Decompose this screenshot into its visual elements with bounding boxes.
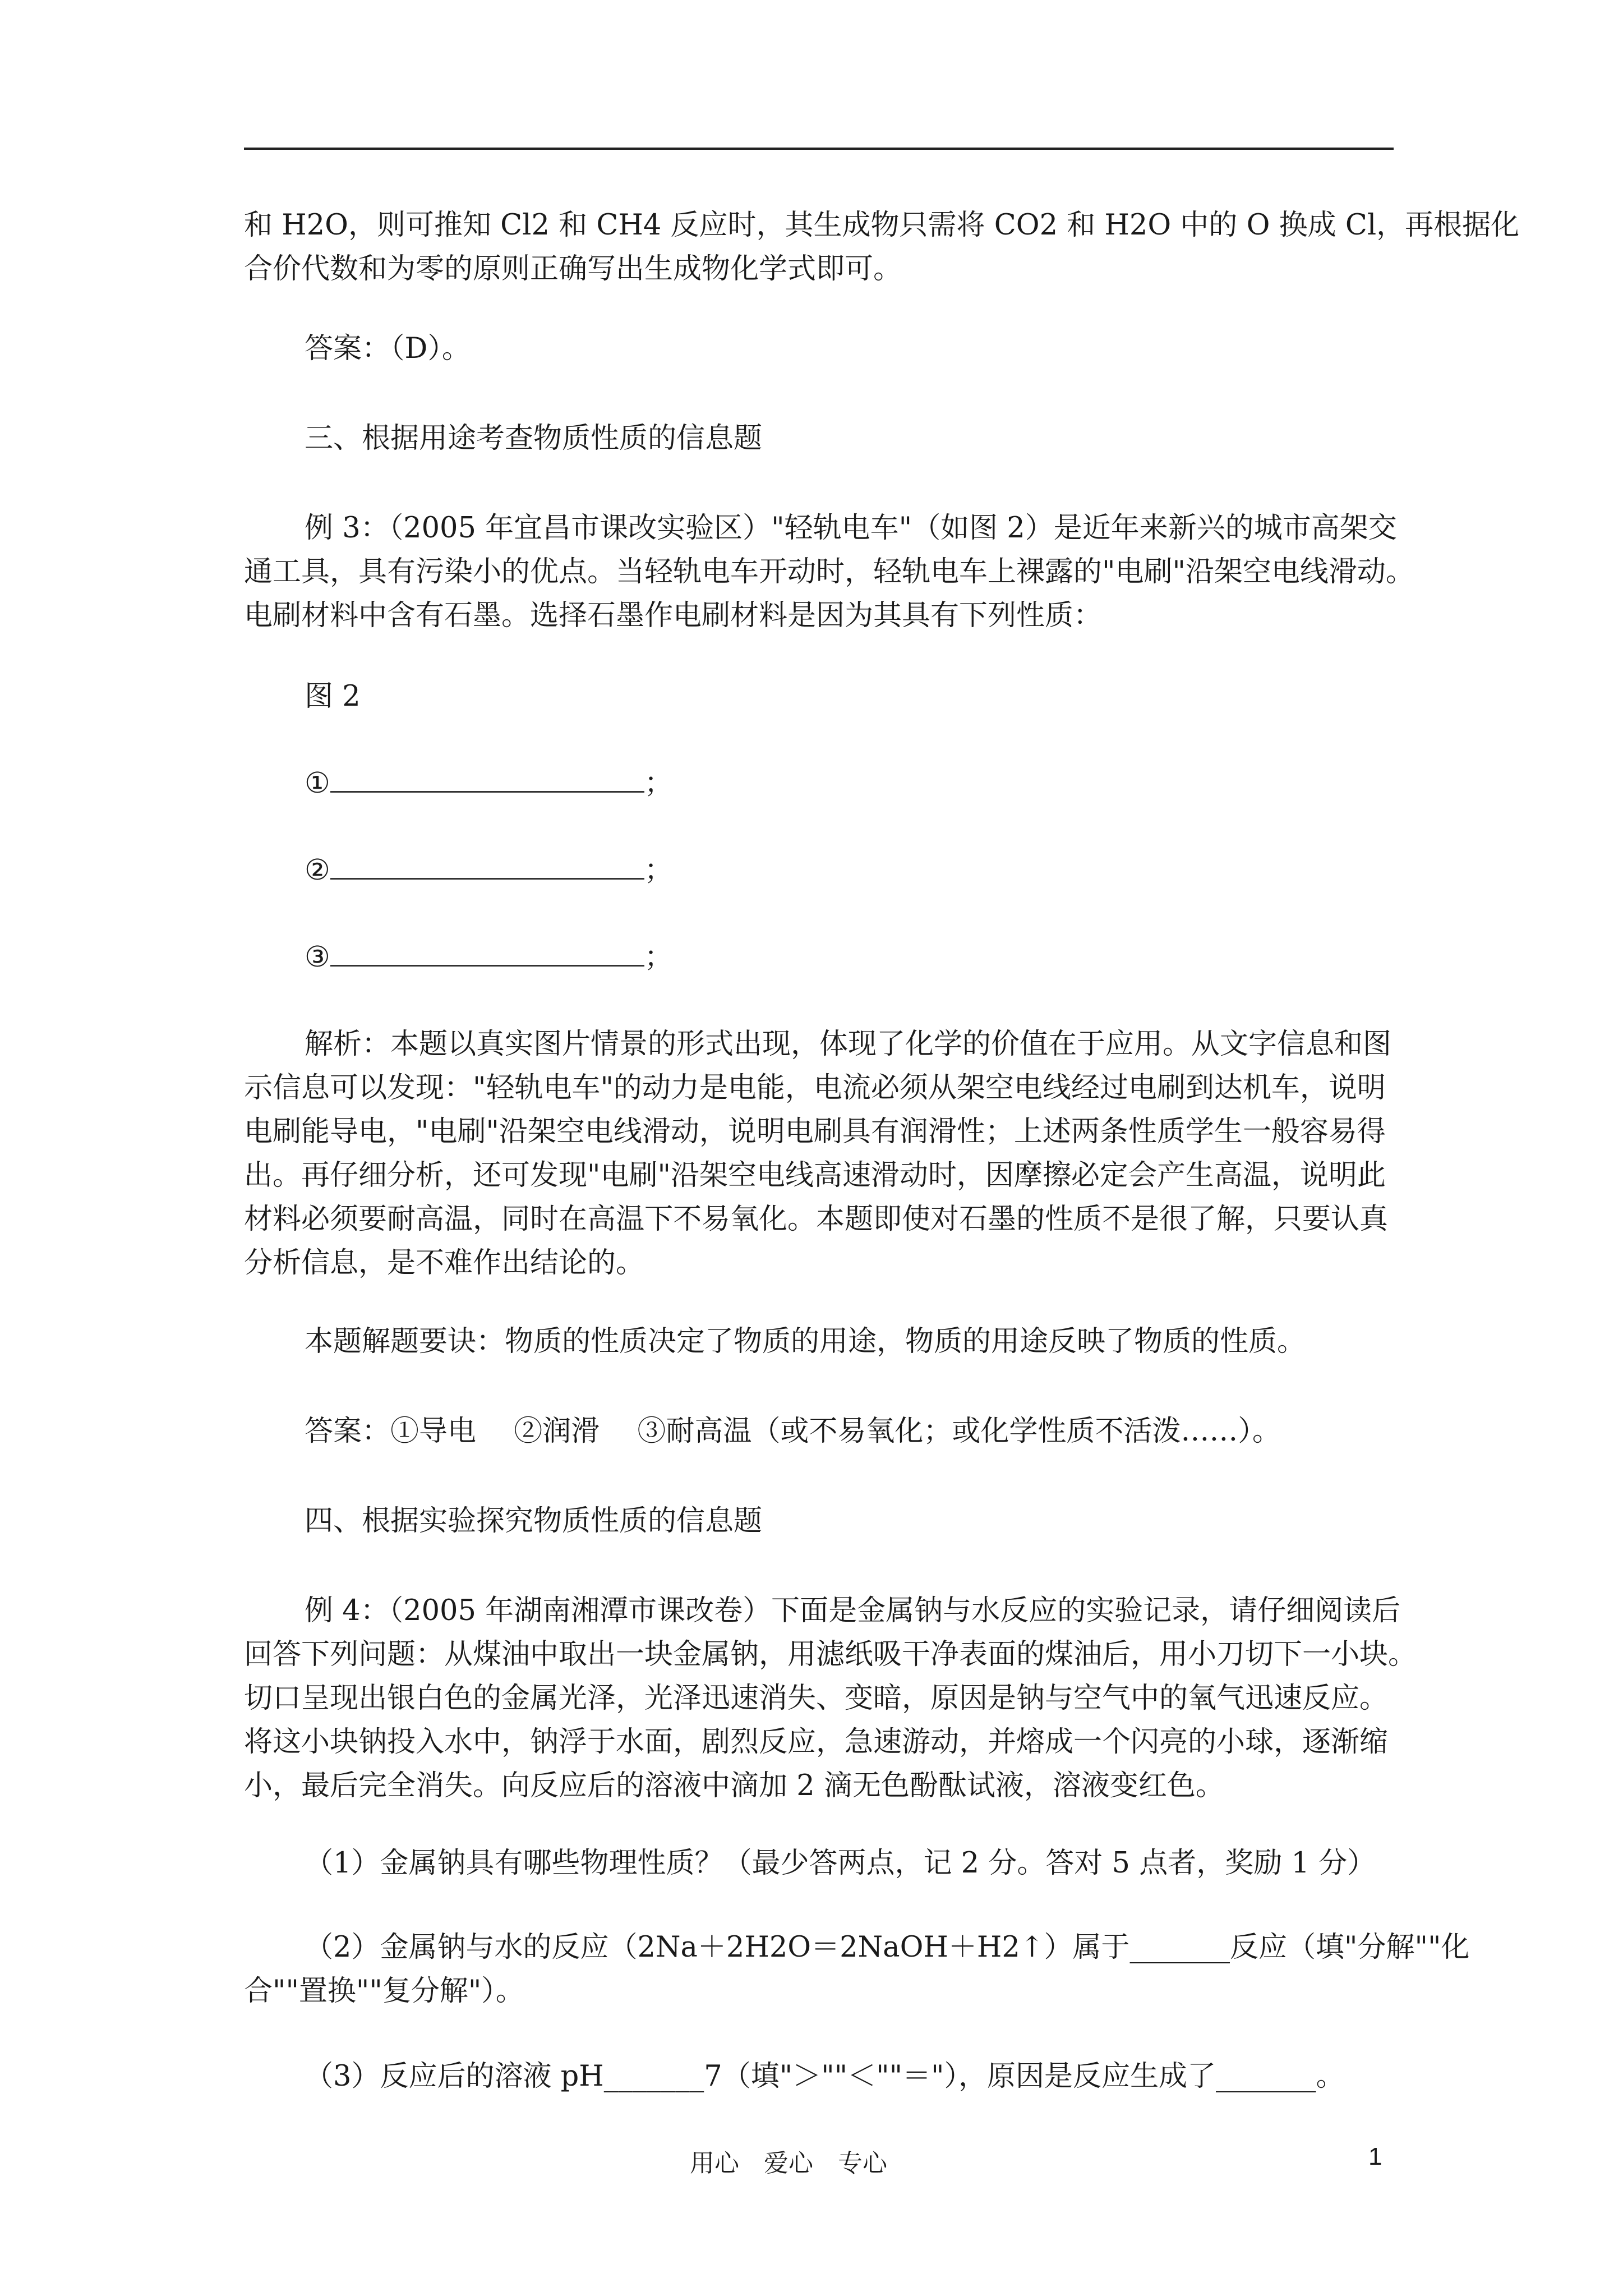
header-rule [244,148,1394,150]
text-line: 例 3：（2005 年宜昌市课改实验区）"轻轨电车"（如图 2）是近年来新兴的城市高架交 [305,512,1397,545]
text-line: 例 4：（2005 年湖南湘潭市课改卷）下面是金属钠与水反应的实验记录，请仔细阅读后 [305,1594,1401,1627]
text-line: （2）金属钠与水的反应（2Na＋2H2O＝2NaOH＋H2↑）属于_______反应（填"分解""化 [305,1931,1470,1964]
answer-example-2 [305,327,1394,371]
text-line: 将这小块钠投入水中，钠浮于水面，剧烈反应，急速游动，并熔成一个闪亮的小球，逐渐缩 [244,1726,1389,1759]
section-heading-3 [305,417,1394,461]
text-line: （3）反应后的溶液 pH_______7（填"＞""＜""＝"），原因是反应生成了_______。 [305,2060,1345,2093]
text-line: （1）金属钠具有哪些物理性质？（最少答两点，记 2 分。答对 5 点者，奖励 1 分） [305,1847,1376,1880]
fill-in-blank [330,766,644,793]
text-line: 三、根据用途考查物质性质的信息题 [305,422,763,455]
text-line: 小，最后完全消失。向反应后的溶液中滴加 2 滴无色酚酞试液，溶液变红色。 [244,1769,1224,1802]
text-line: 和 H2O，则可推知 Cl2 和 CH4 反应时，其生成物只需将 CO2 和 H2O 中的 O 换成 Cl，再根据化 [244,209,1520,242]
answer-blank-1 [305,762,1394,806]
answer-example-3 [305,1410,1394,1453]
blank-suffix: ； [644,854,673,887]
question-part-2 [244,1926,1470,2013]
text-line: 出。再仔细分析，还可发现"电刷"沿架空电线高速滑动时，因摩擦必定会产生高温，说明此 [244,1159,1386,1192]
page-number: 1 [1368,2143,1382,2170]
text-line: 答案：①导电 ②润滑 ③耐高温（或不易氧化；或化学性质不活泼……）。 [305,1415,1281,1448]
text-line: 电刷能导电，"电刷"沿架空电线滑动，说明电刷具有润滑性；上述两条性质学生一般容易得 [244,1115,1386,1148]
answer-blank-2 [305,849,1394,892]
question-part-3 [305,2055,1394,2099]
text-line: 答案：（D）。 [305,332,471,365]
text-line: 合""置换""复分解"）。 [244,1975,524,2008]
text-line: 合价代数和为零的原则正确写出生成物化学式即可。 [244,252,902,286]
text-line: 四、根据实验探究物质性质的信息题 [305,1504,763,1538]
text-line: 本题解题要诀：物质的性质决定了物质的用途，物质的用途反映了物质的性质。 [305,1325,1306,1358]
question-part-1 [305,1842,1394,1885]
blank-suffix: ； [644,941,673,974]
text-line: 回答下列问题：从煤油中取出一块金属钠，用滤纸吸干净表面的煤油后，用小刀切下一小块。 [244,1638,1417,1671]
example-4-question [244,1589,1417,1808]
section-heading-4 [305,1499,1394,1543]
text-line: 材料必须要耐高温，同时在高温下不易氧化。本题即使对石墨的性质不是很了解，只要认真 [244,1203,1389,1236]
fill-in-blank [330,853,644,880]
analysis-paragraph [244,1023,1394,1285]
paragraph-continuation [244,204,1520,291]
blank-marker: ③ [305,941,330,974]
text-line: 分析信息，是不难作出结论的。 [244,1246,645,1280]
solving-tip [305,1320,1394,1364]
text-line: 解析：本题以真实图片情景的形式出现，体现了化学的价值在于应用。从文字信息和图 [305,1028,1392,1061]
text-line: 切口呈现出银白色的金属光泽，光泽迅速消失、变暗，原因是钠与空气中的氧气迅速反应。 [244,1682,1389,1715]
example-3-question [244,507,1414,638]
text-line: 示信息可以发现："轻轨电车"的动力是电能，电流必须从架空电线经过电刷到达机车，说明 [244,1071,1386,1105]
answer-blank-3 [305,936,1394,979]
blank-marker: ① [305,767,330,800]
fill-in-blank [330,940,644,967]
figure-caption [305,675,1394,719]
text-line: 图 2 [305,680,361,713]
blank-marker: ② [305,854,330,887]
footer-motto: 用心 爱心 专心 [690,2149,887,2178]
blank-suffix: ； [644,767,673,800]
text-line: 通工具，具有污染小的优点。当轻轨电车开动时，轻轨电车上裸露的"电刷"沿架空电线滑动。 [244,555,1414,588]
text-line: 电刷材料中含有石墨。选择石墨作电刷材料是因为其具有下列性质： [244,599,1103,632]
